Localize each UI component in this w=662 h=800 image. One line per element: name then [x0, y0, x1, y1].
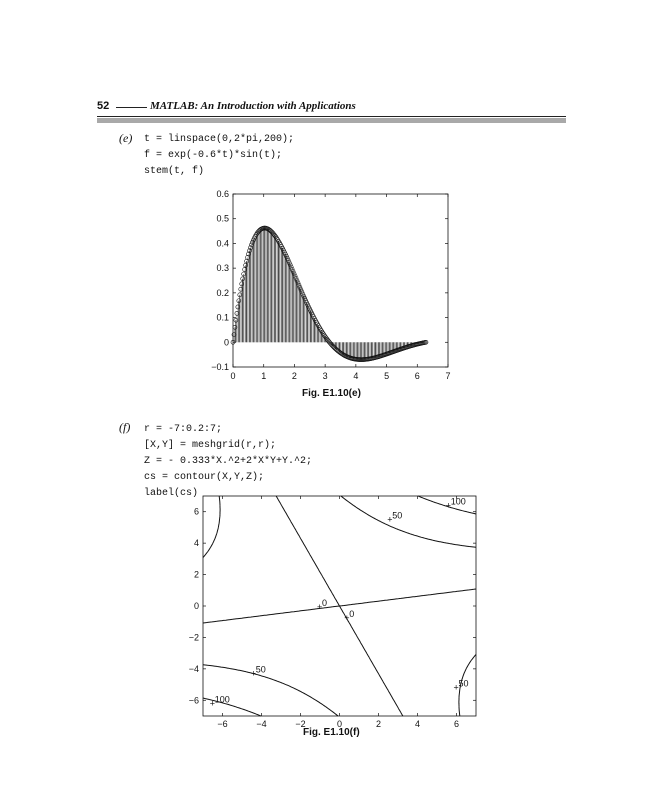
part-e-label: (e) [119, 131, 133, 145]
x-tick-label: 4 [353, 371, 359, 381]
code-line: t = linspace(0,2*pi,200); [144, 134, 295, 145]
x-tick-label: 7 [445, 371, 451, 381]
code-line: Z = - 0.333*X.^2+2*X*Y+Y.^2; [144, 456, 313, 467]
y-tick-label: 4 [193, 538, 199, 549]
contour-label-marker: + [209, 698, 216, 709]
y-tick-label: 0.3 [216, 263, 229, 274]
x-tick-label: 2 [375, 719, 382, 729]
contour-label: 50 [255, 664, 266, 675]
x-tick-label: −4 [256, 719, 267, 729]
y-tick-label: −2 [188, 632, 199, 643]
x-tick-label: 5 [384, 371, 390, 381]
contour-label: 100 [450, 496, 466, 507]
code-line: [X,Y] = meshgrid(r,r); [144, 440, 277, 451]
code-line: label(cs) [144, 488, 199, 499]
running-title: MATLAB: An Introduction with Applications [150, 100, 356, 112]
y-tick-label: 0 [193, 601, 199, 611]
y-tick-label: −6 [188, 695, 199, 706]
contour-label: 50 [458, 678, 469, 689]
page-number: 52 [97, 100, 110, 112]
y-tick-label: −0.1 [211, 362, 229, 372]
x-tick-label: 2 [291, 371, 297, 381]
x-tick-label: 1 [261, 371, 267, 381]
x-tick-label: 0 [230, 371, 236, 381]
y-tick-label: 2 [193, 569, 199, 580]
x-tick-label: −2 [295, 719, 306, 729]
y-tick-label: 0 [223, 337, 229, 348]
x-tick-label: −6 [217, 719, 228, 729]
contour-label-marker: + [453, 682, 459, 693]
contour-label-marker: + [387, 514, 393, 525]
contour-label-marker: + [317, 601, 323, 612]
figure-caption-f: Fig. E1.10(f) [303, 727, 360, 738]
x-tick-label: 3 [322, 371, 328, 381]
contour-label-marker: + [344, 612, 350, 623]
y-tick-label: 0.5 [216, 213, 229, 224]
contour-line [203, 496, 476, 716]
x-tick-label: 0 [336, 719, 343, 729]
y-tick-label: 0.1 [216, 312, 229, 323]
x-tick-label: 6 [414, 371, 420, 381]
code-line: cs = contour(X,Y,Z); [144, 472, 265, 483]
y-tick-label: 0.4 [216, 238, 229, 249]
x-tick-label: 4 [414, 719, 421, 729]
y-tick-label: 0.6 [216, 189, 229, 199]
y-tick-label: −4 [188, 663, 199, 674]
code-line: f = exp(-0.6*t)*sin(t); [144, 150, 283, 161]
part-f-label: (f) [119, 420, 131, 434]
contour-labels [210, 496, 469, 708]
code-line: stem(t, f) [144, 166, 205, 177]
contour-label-marker: + [250, 668, 256, 679]
contour-label: 100 [214, 694, 230, 705]
contour-label: 0 [349, 608, 355, 619]
contour-label: 0 [322, 597, 328, 608]
y-tick-label: 0.2 [216, 287, 229, 298]
y-tick-label: 6 [193, 506, 199, 517]
x-tick-label: 6 [453, 719, 460, 729]
contour-label-marker: + [445, 500, 451, 511]
figure-caption-e: Fig. E1.10(e) [302, 388, 361, 399]
code-line: r = -7:0.2:7; [144, 424, 223, 435]
contour-lines [203, 496, 476, 716]
contour-label: 50 [392, 510, 403, 521]
